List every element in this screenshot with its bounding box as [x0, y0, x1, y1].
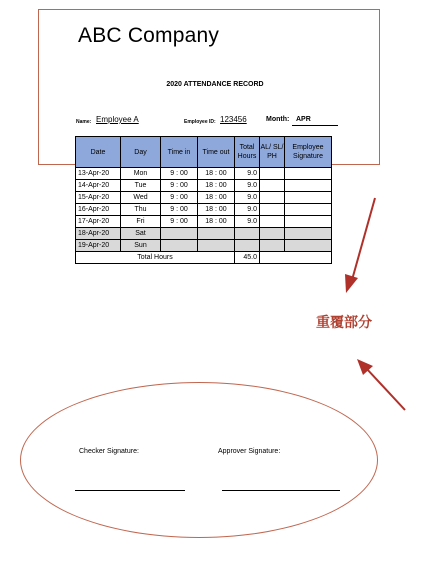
- header-leave: AL/ SL/ PH: [260, 137, 285, 168]
- cell-hours: 9.0: [235, 204, 260, 216]
- cell-date: 13-Apr-20: [76, 168, 121, 180]
- cell-date: 18-Apr-20: [76, 228, 121, 240]
- cell-time-out: 18 : 00: [198, 180, 235, 192]
- total-hours-label: Total Hours: [76, 252, 235, 264]
- cell-day: Sat: [121, 228, 161, 240]
- cell-hours: 9.0: [235, 192, 260, 204]
- name-label: Name:: [76, 119, 92, 125]
- cell-time-out: 18 : 00: [198, 204, 235, 216]
- total-hours-value: 45.0: [235, 252, 260, 264]
- cell-time-in: 9 : 00: [161, 168, 198, 180]
- cell-hours: 9.0: [235, 216, 260, 228]
- month-label: Month:: [266, 116, 290, 123]
- header-date: Date: [76, 137, 121, 168]
- header-time-in: Time in: [161, 137, 198, 168]
- cell-time-out: 18 : 00: [198, 192, 235, 204]
- document-title: 2020 ATTENDANCE RECORD: [166, 81, 264, 88]
- employee-id-value: 123456: [220, 115, 247, 124]
- cell-day: Fri: [121, 216, 161, 228]
- checker-signature-label: Checker Signature:: [79, 448, 139, 455]
- cell-date: 16-Apr-20: [76, 204, 121, 216]
- cell-hours: 9.0: [235, 180, 260, 192]
- header-day: Day: [121, 137, 161, 168]
- company-name: ABC Company: [78, 24, 220, 47]
- cell-date: 14-Apr-20: [76, 180, 121, 192]
- cell-time-in: 9 : 00: [161, 192, 198, 204]
- cell-hours: 9.0: [235, 168, 260, 180]
- cell-time-in: 9 : 00: [161, 216, 198, 228]
- cell-day: Mon: [121, 168, 161, 180]
- highlight-ellipse: [20, 382, 378, 538]
- header-employee-signature: Employee Signature: [285, 137, 332, 168]
- header-time-out: Time out: [198, 137, 235, 168]
- cell-day: Thu: [121, 204, 161, 216]
- approver-signature-line: [222, 490, 340, 491]
- employee-id-label: Employee ID:: [184, 119, 216, 125]
- cell-date: 19-Apr-20: [76, 240, 121, 252]
- checker-signature-line: [75, 490, 185, 491]
- cell-time-in: 9 : 00: [161, 180, 198, 192]
- cell-day: Sun: [121, 240, 161, 252]
- cell-date: 17-Apr-20: [76, 216, 121, 228]
- arrow-up-icon: [357, 359, 405, 410]
- cell-day: Tue: [121, 180, 161, 192]
- cell-time-out: 18 : 00: [198, 168, 235, 180]
- cell-date: 15-Apr-20: [76, 192, 121, 204]
- cell-time-in: 9 : 00: [161, 204, 198, 216]
- cell-time-out: 18 : 00: [198, 216, 235, 228]
- repeated-section-annotation: 重覆部分: [316, 315, 372, 331]
- header-total-hours: Total Hours: [235, 137, 260, 168]
- approver-signature-label: Approver Signature:: [218, 448, 281, 455]
- cell-day: Wed: [121, 192, 161, 204]
- month-value: APR: [296, 116, 311, 123]
- name-value: Employee A: [96, 115, 139, 124]
- arrow-down-icon: [345, 198, 375, 293]
